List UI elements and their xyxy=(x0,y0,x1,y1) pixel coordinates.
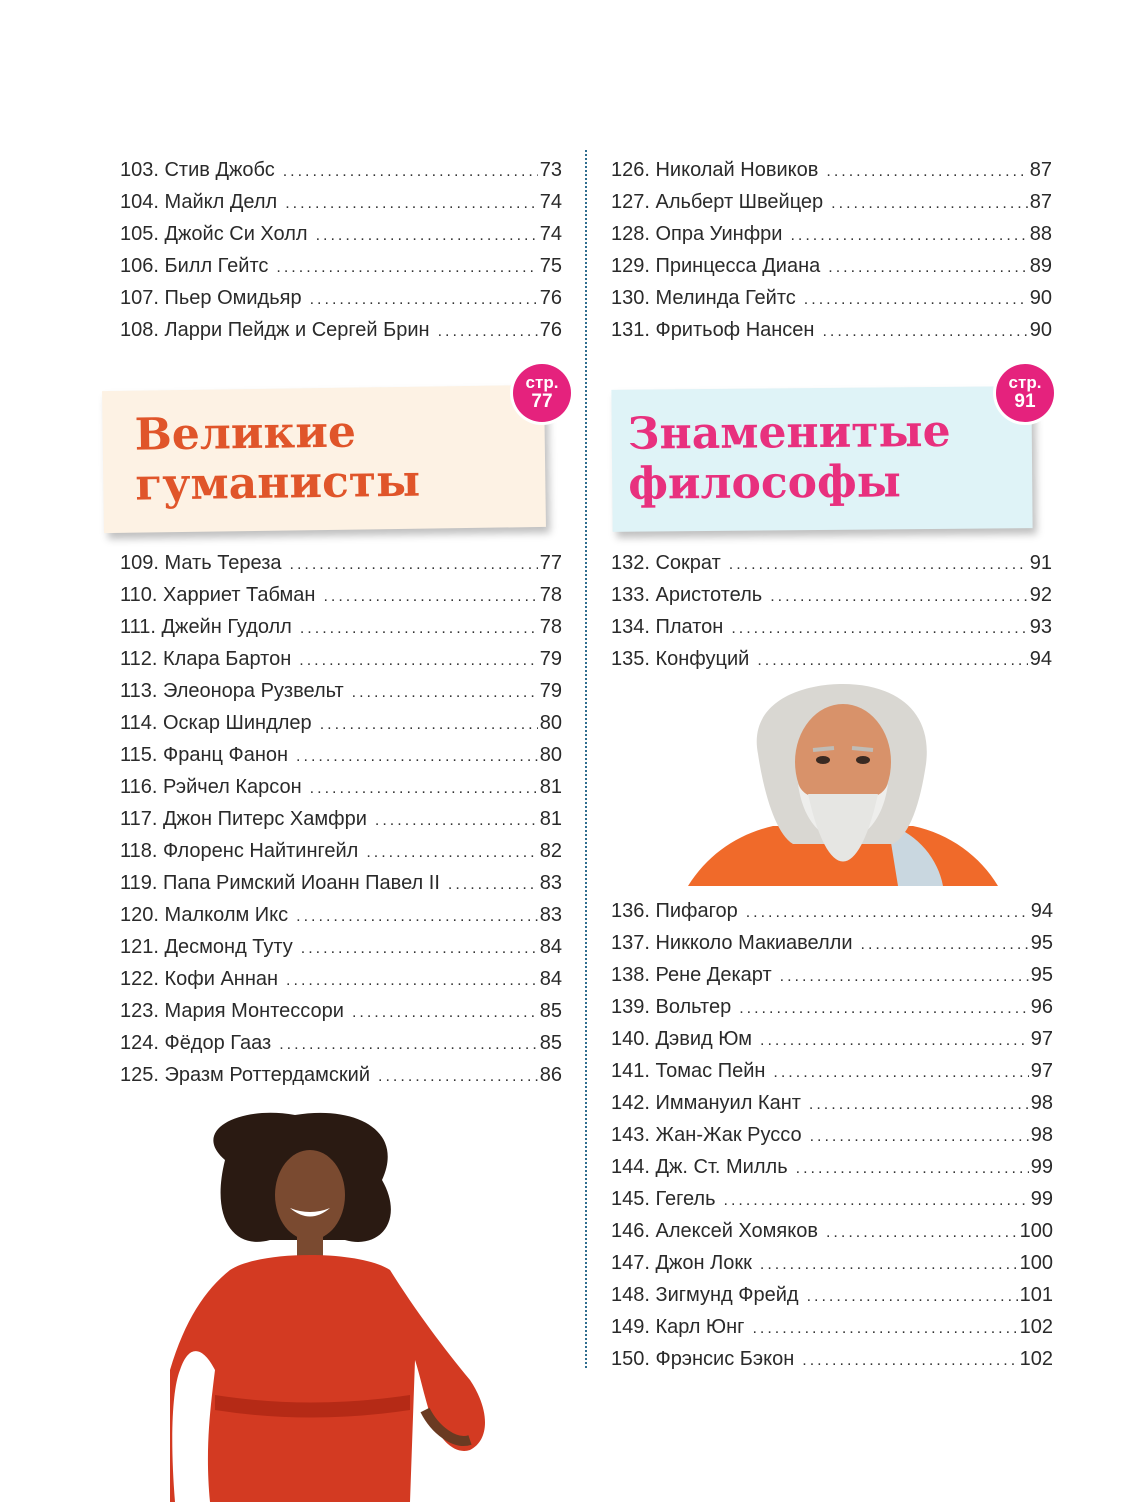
toc-entry-title: 134. Платон xyxy=(611,616,724,638)
toc-entry-title: 116. Рэйчел Карсон xyxy=(120,776,302,798)
section-title-humanists xyxy=(134,405,545,511)
toc-entry-title: 124. Фёдор Гааз xyxy=(120,1032,272,1054)
toc-entry-page: 85 xyxy=(539,1032,562,1054)
toc-entry-title: 140. Дэвид Юм xyxy=(611,1028,752,1050)
toc-entry-title: 114. Оскар Шиндлер xyxy=(120,712,312,734)
toc-entry-title: 117. Джон Питерс Хамфри xyxy=(120,808,367,830)
toc-entry xyxy=(611,991,1053,1023)
toc-entry-title: 148. Зигмунд Фрейд xyxy=(611,1284,799,1306)
toc-entry-page: 95 xyxy=(1030,964,1053,986)
section-title-line: философы xyxy=(627,456,902,510)
toc-leader-dots xyxy=(802,1345,1017,1377)
toc-leader-dots xyxy=(366,837,537,869)
toc-entry-title: 107. Пьер Омидьяр xyxy=(120,287,302,309)
section-title-line: Знаменитые xyxy=(627,405,951,460)
toc-entry-title: 120. Малколм Икс xyxy=(120,904,289,926)
toc-entry-page: 98 xyxy=(1030,1092,1053,1114)
toc-leader-dots xyxy=(770,581,1028,613)
toc-entry xyxy=(611,895,1053,927)
toc-entry-title: 142. Иммануил Кант xyxy=(611,1092,801,1114)
toc-entry-title: 129. Принцесса Диана xyxy=(611,255,821,277)
toc-entry-page: 74 xyxy=(539,191,562,213)
toc-entry-page: 97 xyxy=(1030,1028,1053,1050)
toc-entry-title: 141. Томас Пейн xyxy=(611,1060,766,1082)
toc-entry xyxy=(120,771,562,803)
toc-leader-dots xyxy=(296,901,538,933)
toc-entry-page: 84 xyxy=(539,968,562,990)
toc-leader-dots xyxy=(810,1121,1029,1153)
toc-entry xyxy=(611,1183,1053,1215)
toc-entry xyxy=(120,218,562,250)
toc-entry xyxy=(611,611,1052,643)
toc-leader-dots xyxy=(299,645,537,677)
toc-entry-page: 79 xyxy=(539,648,562,670)
toc-entry-title: 123. Мария Монтессори xyxy=(120,1000,344,1022)
toc-entry-title: 109. Мать Тереза xyxy=(120,552,282,574)
toc-entry xyxy=(120,154,562,186)
toc-entry-title: 145. Гегель xyxy=(611,1188,716,1210)
toc-entry-page: 87 xyxy=(1029,159,1052,181)
toc-leader-dots xyxy=(729,549,1028,581)
toc-entry-page: 85 xyxy=(539,1000,562,1022)
toc-entry-title: 149. Карл Юнг xyxy=(611,1316,745,1338)
toc-entry-title: 121. Десмонд Туту xyxy=(120,936,293,958)
toc-entry-page: 102 xyxy=(1019,1316,1053,1338)
toc-entry-title: 143. Жан-Жак Руссо xyxy=(611,1124,802,1146)
toc-entry xyxy=(120,579,562,611)
toc-entry-page: 79 xyxy=(539,680,562,702)
badge-label: стр. xyxy=(1008,373,1042,392)
toc-leader-dots xyxy=(773,1057,1028,1089)
toc-entry xyxy=(611,547,1052,579)
toc-entry xyxy=(120,803,562,835)
toc-leader-dots xyxy=(285,188,538,220)
toc-leader-dots xyxy=(276,252,537,284)
section-title-philosophers xyxy=(628,406,1033,510)
toc-entry-title: 136. Пифагор xyxy=(611,900,738,922)
toc-leader-dots xyxy=(279,1029,538,1061)
toc-leader-dots xyxy=(757,645,1027,677)
toc-entry-page: 100 xyxy=(1019,1220,1053,1242)
toc-entry xyxy=(611,927,1053,959)
toc-entry xyxy=(611,643,1052,675)
toc-leader-dots xyxy=(831,188,1028,220)
toc-entry xyxy=(611,1023,1053,1055)
section-banner-humanists xyxy=(102,385,546,533)
toc-entry-page: 90 xyxy=(1029,319,1052,341)
toc-entry xyxy=(611,1087,1053,1119)
toc-entry-page: 78 xyxy=(539,616,562,638)
toc-entry xyxy=(120,739,562,771)
toc-entry-title: 127. Альберт Швейцер xyxy=(611,191,824,213)
toc-leader-dots xyxy=(316,220,538,252)
toc-entry-page: 76 xyxy=(539,319,562,341)
toc-leader-dots xyxy=(731,613,1027,645)
toc-leader-dots xyxy=(807,1281,1018,1313)
toc-leader-dots xyxy=(448,869,538,901)
badge-page-number: 77 xyxy=(531,391,553,412)
toc-leader-dots xyxy=(283,156,538,188)
toc-entry-page: 91 xyxy=(1029,552,1052,574)
toc-entry xyxy=(611,1215,1053,1247)
woman-in-red-portrait-image xyxy=(170,1110,515,1502)
toc-entry-page: 84 xyxy=(539,936,562,958)
toc-entry-page: 80 xyxy=(539,712,562,734)
toc-list-top-left xyxy=(120,154,562,346)
toc-entry xyxy=(120,643,562,675)
toc-leader-dots xyxy=(822,316,1027,348)
toc-entry-title: 131. Фритьоф Нансен xyxy=(611,319,815,341)
toc-entry xyxy=(611,1055,1053,1087)
toc-entry-page: 81 xyxy=(539,776,562,798)
toc-entry xyxy=(120,547,562,579)
toc-leader-dots xyxy=(780,961,1029,993)
toc-entry-title: 135. Конфуций xyxy=(611,648,750,670)
toc-entry-title: 115. Франц Фанон xyxy=(120,744,289,766)
toc-entry-page: 74 xyxy=(539,223,562,245)
toc-leader-dots xyxy=(746,897,1029,929)
toc-leader-dots xyxy=(790,220,1027,252)
toc-entry-page: 81 xyxy=(539,808,562,830)
toc-entry-page: 94 xyxy=(1029,648,1052,670)
toc-leader-dots xyxy=(352,677,538,709)
toc-entry-page: 93 xyxy=(1029,616,1052,638)
toc-entry-title: 106. Билл Гейтс xyxy=(120,255,269,277)
toc-list-philosophers-first xyxy=(611,547,1052,675)
toc-entry-page: 77 xyxy=(539,552,562,574)
toc-entry-title: 138. Рене Декарт xyxy=(611,964,772,986)
toc-leader-dots xyxy=(352,997,538,1029)
page-badge-philosophers xyxy=(996,364,1054,422)
toc-leader-dots xyxy=(286,965,538,997)
toc-entry xyxy=(611,282,1052,314)
toc-entry-page: 102 xyxy=(1019,1348,1053,1370)
toc-entry-title: 105. Джойс Си Холл xyxy=(120,223,308,245)
toc-entry xyxy=(120,250,562,282)
toc-entry-page: 100 xyxy=(1019,1252,1053,1274)
toc-entry-title: 112. Клара Бартон xyxy=(120,648,292,670)
toc-entry xyxy=(120,1059,562,1091)
philosopher-portrait-image xyxy=(688,684,998,886)
toc-entry-title: 147. Джон Локк xyxy=(611,1252,752,1274)
toc-entry xyxy=(611,1247,1053,1279)
toc-entry-title: 126. Николай Новиков xyxy=(611,159,819,181)
toc-entry-page: 83 xyxy=(539,904,562,926)
toc-entry xyxy=(120,314,562,346)
toc-entry-page: 98 xyxy=(1030,1124,1053,1146)
toc-entry-title: 111. Джейн Гудолл xyxy=(120,616,292,638)
toc-entry-page: 73 xyxy=(539,159,562,181)
toc-leader-dots xyxy=(804,284,1028,316)
toc-entry xyxy=(611,1343,1053,1375)
toc-entry-title: 137. Никколо Макиавелли xyxy=(611,932,853,954)
toc-entry xyxy=(120,899,562,931)
toc-entry-page: 86 xyxy=(539,1064,562,1086)
toc-leader-dots xyxy=(323,581,537,613)
toc-leader-dots xyxy=(290,549,538,581)
toc-entry-title: 146. Алексей Хомяков xyxy=(611,1220,818,1242)
toc-leader-dots xyxy=(320,709,538,741)
section-banner-philosophers xyxy=(611,386,1032,532)
toc-entry xyxy=(120,282,562,314)
toc-leader-dots xyxy=(724,1185,1029,1217)
toc-entry-page: 90 xyxy=(1029,287,1052,309)
toc-entry-page: 97 xyxy=(1030,1060,1053,1082)
toc-leader-dots xyxy=(300,613,538,645)
toc-entry-title: 110. Харриет Табман xyxy=(120,584,316,606)
toc-entry-page: 76 xyxy=(539,287,562,309)
toc-leader-dots xyxy=(296,741,538,773)
toc-entry-page: 80 xyxy=(539,744,562,766)
toc-entry xyxy=(120,1027,562,1059)
page-badge-humanists xyxy=(513,364,571,422)
toc-entry-title: 103. Стив Джобс xyxy=(120,159,275,181)
toc-entry-title: 130. Мелинда Гейтс xyxy=(611,287,796,309)
toc-leader-dots xyxy=(760,1249,1018,1281)
toc-leader-dots xyxy=(796,1153,1029,1185)
toc-leader-dots xyxy=(739,993,1029,1025)
toc-entry xyxy=(611,218,1052,250)
toc-entry-page: 89 xyxy=(1029,255,1052,277)
toc-entry xyxy=(611,1151,1053,1183)
toc-leader-dots xyxy=(301,933,538,965)
toc-entry xyxy=(611,314,1052,346)
toc-entry xyxy=(611,579,1052,611)
toc-entry-title: 119. Папа Римский Иоанн Павел II xyxy=(120,872,440,894)
toc-leader-dots xyxy=(809,1089,1029,1121)
section-title-line: Великие xyxy=(134,406,357,461)
toc-leader-dots xyxy=(378,1061,538,1093)
toc-entry-page: 92 xyxy=(1029,584,1052,606)
toc-entry-title: 128. Опра Уинфри xyxy=(611,223,783,245)
toc-entry-title: 118. Флоренс Найтингейл xyxy=(120,840,359,862)
toc-entry xyxy=(120,707,562,739)
toc-entry-title: 139. Вольтер xyxy=(611,996,732,1018)
toc-leader-dots xyxy=(310,284,538,316)
toc-entry xyxy=(611,1311,1053,1343)
toc-entry-page: 99 xyxy=(1030,1156,1053,1178)
toc-leader-dots xyxy=(760,1025,1029,1057)
toc-entry-title: 144. Дж. Ст. Милль xyxy=(611,1156,788,1178)
toc-entry-page: 95 xyxy=(1030,932,1053,954)
toc-entry-page: 87 xyxy=(1029,191,1052,213)
toc-entry xyxy=(611,1279,1053,1311)
badge-label: стр. xyxy=(525,373,559,392)
toc-entry-page: 82 xyxy=(539,840,562,862)
toc-entry-page: 78 xyxy=(539,584,562,606)
toc-entry xyxy=(611,1119,1053,1151)
toc-list-top-right xyxy=(611,154,1052,346)
toc-leader-dots xyxy=(310,773,538,805)
toc-leader-dots xyxy=(828,252,1028,284)
toc-leader-dots xyxy=(438,316,538,348)
toc-entry-title: 150. Фрэнсис Бэкон xyxy=(611,1348,795,1370)
toc-entry-page: 75 xyxy=(539,255,562,277)
toc-list-philosophers-second xyxy=(611,895,1053,1375)
toc-leader-dots xyxy=(861,929,1029,961)
toc-leader-dots xyxy=(826,156,1027,188)
column-divider xyxy=(585,150,587,1368)
toc-entry-title: 108. Ларри Пейдж и Сергей Брин xyxy=(120,319,430,341)
toc-list-humanists xyxy=(120,547,562,1091)
toc-entry xyxy=(611,154,1052,186)
toc-leader-dots xyxy=(826,1217,1018,1249)
toc-entry xyxy=(120,835,562,867)
toc-entry xyxy=(120,931,562,963)
toc-entry xyxy=(120,675,562,707)
toc-entry-title: 104. Майкл Делл xyxy=(120,191,278,213)
toc-entry xyxy=(120,186,562,218)
toc-entry-title: 122. Кофи Аннан xyxy=(120,968,279,990)
toc-entry xyxy=(611,959,1053,991)
toc-entry-title: 125. Эразм Роттердамский xyxy=(120,1064,371,1086)
toc-leader-dots xyxy=(752,1313,1017,1345)
toc-entry-page: 101 xyxy=(1019,1284,1053,1306)
toc-entry xyxy=(120,995,562,1027)
toc-leader-dots xyxy=(375,805,538,837)
toc-entry xyxy=(120,611,562,643)
section-title-line: гуманисты xyxy=(134,455,421,511)
toc-entry-title: 113. Элеонора Рузвельт xyxy=(120,680,344,702)
toc-entry-page: 83 xyxy=(539,872,562,894)
toc-entry-page: 94 xyxy=(1030,900,1053,922)
toc-entry xyxy=(120,867,562,899)
toc-entry-page: 96 xyxy=(1030,996,1053,1018)
toc-entry xyxy=(120,963,562,995)
toc-entry xyxy=(611,250,1052,282)
toc-entry-title: 133. Аристотель xyxy=(611,584,763,606)
toc-entry-page: 88 xyxy=(1029,223,1052,245)
toc-entry-title: 132. Сократ xyxy=(611,552,721,574)
toc-entry-page: 99 xyxy=(1030,1188,1053,1210)
toc-entry xyxy=(611,186,1052,218)
badge-page-number: 91 xyxy=(1014,391,1036,412)
